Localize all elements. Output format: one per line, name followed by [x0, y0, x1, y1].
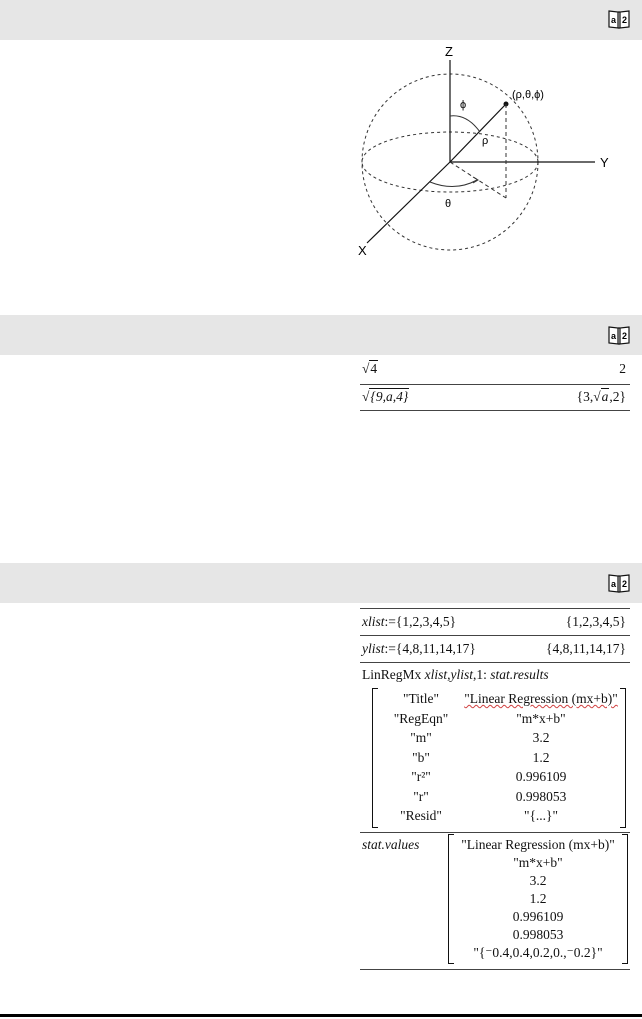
assign: :={4,8,11,14,17}: [384, 641, 476, 656]
results-matrix-row: [372, 710, 626, 728]
results-matrix-row: [372, 788, 626, 806]
sqrt-row-1[interactable]: [360, 358, 630, 380]
values-matrix-row: [448, 854, 628, 872]
result-value: 3.2: [532, 730, 550, 745]
radicand: 4: [370, 361, 378, 376]
result-value: 0.998053: [515, 788, 567, 804]
ylist-output: {4,8,11,14,17}: [546, 641, 626, 656]
row-divider: [360, 662, 630, 663]
xlist-output: {1,2,3,4,5}: [565, 614, 626, 629]
value-cell: 3.2: [529, 873, 547, 888]
values-matrix-row: [448, 908, 628, 926]
result-value: 1.2: [532, 749, 550, 765]
theta-label: θ: [445, 198, 452, 210]
x-axis-label: X: [358, 243, 367, 258]
section-header-band-3: [0, 563, 642, 603]
book-icon[interactable]: [608, 573, 630, 593]
sqrt-row-2-output: {3,√a,2}: [576, 389, 626, 404]
result-key: "Title": [402, 691, 440, 706]
ylist-input: [362, 637, 476, 661]
phi-arc: [450, 116, 480, 132]
row-divider: [360, 635, 630, 636]
theta-arc: [430, 180, 477, 187]
y-axis-label: Y: [600, 155, 609, 170]
cmd-mid: ,1:: [473, 667, 491, 682]
spherical-coordinates-figure: [355, 40, 642, 280]
value-cell: 0.996109: [512, 909, 564, 924]
xlist-row[interactable]: [360, 610, 630, 634]
svg-text:a: a: [611, 579, 617, 589]
result-value: "Linear Regression (mx+b)": [464, 691, 618, 706]
svg-text:2: 2: [622, 15, 628, 25]
sqrt-row-2-input: √{9,a,4}: [362, 389, 409, 404]
row-divider: [360, 832, 630, 833]
value-cell: 0.998053: [512, 927, 564, 942]
rho-label: ρ: [482, 135, 489, 147]
result-key: "RegEqn": [393, 710, 449, 726]
svg-text:2: 2: [622, 579, 628, 589]
ylist-row[interactable]: [360, 637, 630, 661]
row-divider: [360, 384, 630, 385]
result-value: 0.996109: [515, 769, 567, 784]
z-axis-label: Z: [445, 44, 453, 59]
output-suffix: ,2}: [609, 389, 626, 404]
results-matrix-row: [372, 768, 626, 786]
cmd-target: stat.results: [490, 667, 549, 682]
value-cell: "m*x+b": [513, 855, 563, 870]
book-icon[interactable]: [608, 325, 630, 345]
point-label: (ρ,θ,ϕ): [512, 89, 544, 101]
row-divider: [360, 410, 630, 411]
sqrt-row-2[interactable]: [360, 386, 630, 408]
values-matrix-row: [448, 836, 628, 854]
results-matrix-row: [372, 749, 626, 767]
result-value: "{...}": [523, 808, 559, 823]
row-divider: [360, 969, 630, 970]
row-divider: [360, 608, 630, 609]
values-matrix-row: [448, 944, 628, 962]
result-key: "m": [410, 730, 432, 745]
radicand: {9,a,4}: [370, 389, 409, 404]
rho-vector: [450, 104, 506, 162]
xlist-input: [362, 610, 456, 634]
sqrt-row-1-output: 2: [619, 361, 626, 376]
var-name: xlist: [362, 614, 385, 629]
value-cell: 1.2: [529, 891, 547, 906]
sqrt-example-panel: [360, 358, 630, 408]
linreg-command: [362, 664, 549, 686]
page-footer-rule: [0, 1014, 642, 1017]
linreg-command-row[interactable]: [360, 664, 630, 686]
results-matrix-row: [372, 729, 626, 747]
linreg-example-panel: [360, 608, 630, 968]
values-matrix-row: [448, 890, 628, 908]
section-header-band-1: [0, 0, 642, 40]
results-matrix-row: [372, 690, 626, 708]
value-cell: "Linear Regression (mx+b)": [461, 837, 615, 852]
result-key: "r²": [411, 769, 431, 784]
assign: :={1,2,3,4,5}: [384, 614, 457, 629]
output-radicand: a: [601, 389, 609, 404]
result-key: "Resid": [400, 808, 442, 823]
svg-text:a: a: [611, 15, 617, 25]
section-header-band-2: [0, 315, 642, 355]
x-axis: [367, 162, 450, 243]
cmd-name: LinRegMx: [362, 667, 425, 682]
results-matrix-row: [372, 807, 626, 825]
phi-label: ϕ: [460, 99, 467, 111]
output-prefix: {3,: [576, 389, 594, 404]
var-name: ylist: [362, 641, 385, 656]
values-matrix-row: [448, 872, 628, 890]
stat-results-matrix: [372, 688, 626, 828]
result-key: "b": [412, 749, 430, 765]
svg-text:a: a: [611, 331, 617, 341]
value-cell: "{⁻0.4,0.4,0.2,0.,⁻0.2}": [473, 945, 603, 960]
values-matrix-row: [448, 926, 628, 944]
stat-values-matrix: [448, 834, 628, 964]
result-value: "m*x+b": [516, 710, 566, 726]
cmd-args: xlist,ylist: [424, 667, 473, 682]
result-key: "r": [413, 788, 429, 804]
stat-values-label: stat.values: [362, 837, 420, 852]
svg-text:2: 2: [622, 331, 628, 341]
sqrt-row-1-input: √4: [362, 361, 378, 376]
book-icon[interactable]: [608, 9, 630, 29]
